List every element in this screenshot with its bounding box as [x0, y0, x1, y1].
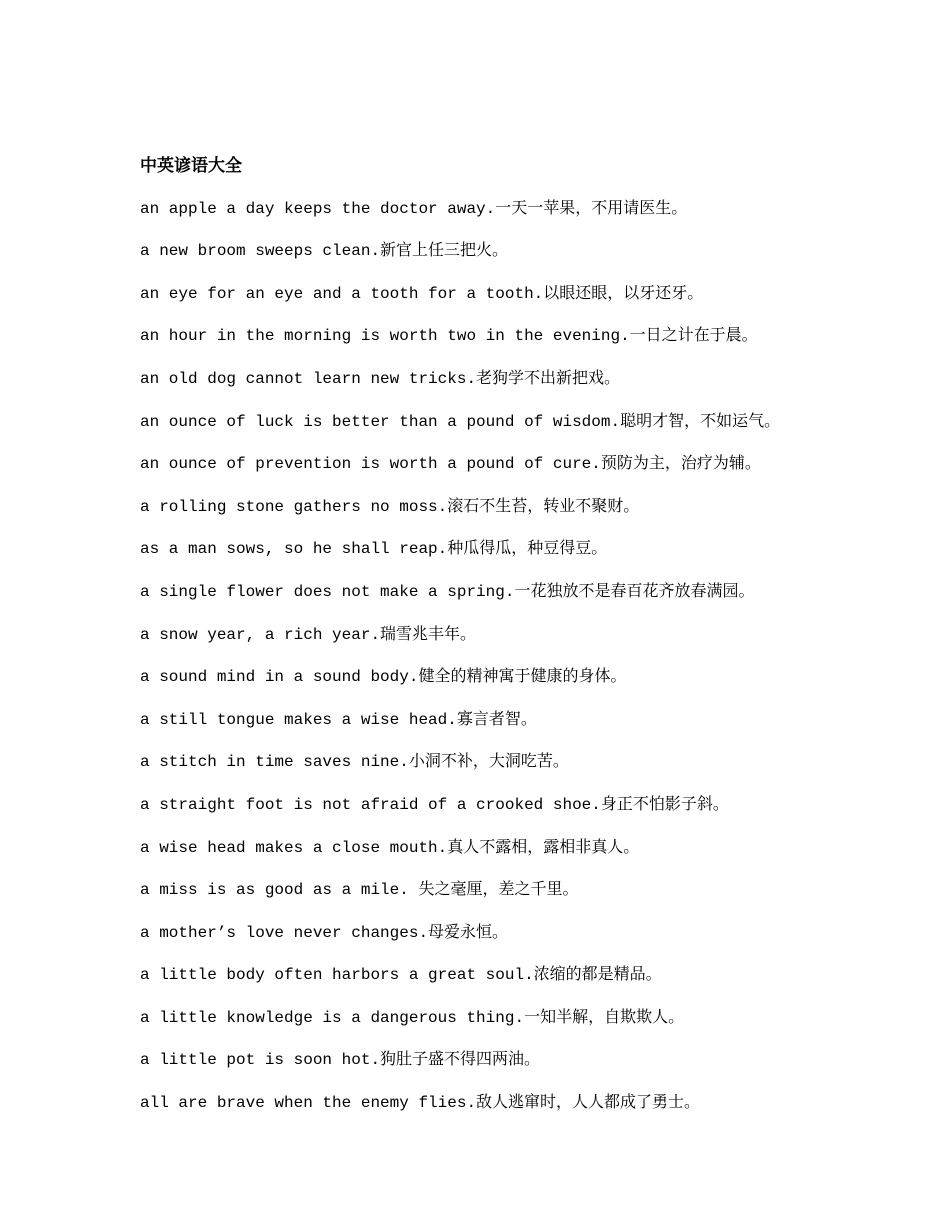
proverb-line: a mother’s love never changes.母爱永恒。 — [140, 923, 509, 942]
proverb-line: an ounce of luck is better than a pound of wisdom.聪明才智，不如运气。 — [140, 412, 781, 431]
proverb-line: a still tongue makes a wise head.寡言者智。 — [140, 710, 537, 729]
proverb-line: a little knowledge is a dangerous thing.一知半解，自欺欺人。 — [140, 1008, 685, 1027]
proverb-line: a rolling stone gathers no moss.滚石不生苔，转业不聚财。 — [140, 497, 640, 516]
proverb-line: a stitch in time saves nine.小洞不补，大洞吃苦。 — [140, 753, 569, 772]
proverb-line: a little pot is soon hot.狗肚子盛不得四两油。 — [140, 1051, 541, 1070]
proverb-line: as a man sows, so he shall reap.种瓜得瓜，种豆得豆。 — [140, 540, 608, 559]
proverb-line: a wise head makes a close mouth.真人不露相，露相非真人。 — [140, 838, 640, 857]
proverb-line: an ounce of prevention is worth a pound of cure.预防为主，治疗为辅。 — [140, 455, 761, 474]
proverb-line: an eye for an eye and a tooth for a tooth.以眼还眼，以牙还牙。 — [140, 284, 704, 303]
proverb-line: a little body often harbors a great soul.浓缩的都是精品。 — [140, 966, 662, 985]
proverb-line: an hour in the morning is worth two in the evening.一日之计在于晨。 — [140, 327, 758, 346]
document-body — [140, 152, 930, 1132]
proverb-line: a single flower does not make a spring.一花独放不是春百花齐放春满园。 — [140, 582, 755, 601]
proverb-line: a sound mind in a sound body.健全的精神寓于健康的身体。 — [140, 668, 627, 687]
proverb-line: a snow year, a rich year.瑞雪兆丰年。 — [140, 625, 477, 644]
page-title: 中英谚语大全 — [140, 156, 242, 176]
proverb-line: a miss is as good as a mile. 失之毫厘，差之千里。 — [140, 881, 579, 900]
proverb-line: an old dog cannot learn new tricks.老狗学不出新把戏。 — [140, 369, 621, 388]
proverb-line: an apple a day keeps the doctor away.一天一苹果，不用请医生。 — [140, 199, 688, 218]
proverb-line: all are brave when the enemy flies.敌人逃窜时，人人都成了勇士。 — [140, 1094, 701, 1113]
proverb-line: a straight foot is not afraid of a crooked shoe.身正不怕影子斜。 — [140, 795, 729, 814]
proverb-line: a new broom sweeps clean.新官上任三把火。 — [140, 242, 509, 261]
